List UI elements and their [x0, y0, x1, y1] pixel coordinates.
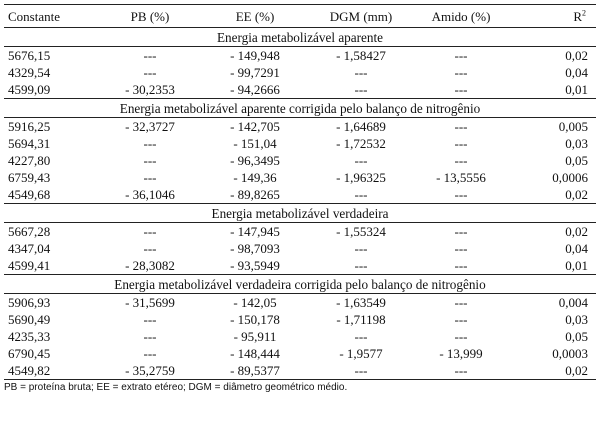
- header-dgm: DGM (mm): [310, 5, 412, 28]
- table-cell: - 95,911: [233, 329, 277, 344]
- table-cell: ---: [454, 329, 468, 344]
- table-row: [4, 135, 596, 152]
- table-cell: 0,02: [565, 48, 588, 63]
- table-cell: ---: [354, 153, 368, 168]
- table-cell: ---: [354, 65, 368, 80]
- table-cell: 6759,43: [8, 170, 51, 185]
- header-pb: PB (%): [100, 5, 200, 28]
- table-cell: 0,04: [565, 65, 588, 80]
- section-title: Energia metabolizável aparente corrigida pelo balanço de nitrogênio: [4, 99, 596, 118]
- table-cell: ---: [143, 65, 157, 80]
- table-cell: 5667,28: [8, 224, 51, 239]
- table-row: [4, 81, 596, 99]
- table-cell: ---: [454, 153, 468, 168]
- table-cell: 0,02: [565, 187, 588, 202]
- table-cell: - 1,9577: [339, 346, 383, 361]
- table-cell: 4329,54: [8, 65, 51, 80]
- table-cell: - 1,58427: [336, 48, 386, 63]
- table-cell: 0,05: [565, 153, 588, 168]
- document: [4, 4, 596, 393]
- footnote: PB = proteína bruta; EE = extrato etéreo; DGM = diâmetro geométrico médio.: [4, 382, 348, 393]
- table-row: [4, 328, 596, 345]
- table-row: [4, 169, 596, 186]
- table-row: [4, 294, 596, 312]
- table-cell: - 148,444: [230, 346, 280, 361]
- table-cell: 0,005: [558, 119, 588, 134]
- table-cell: ---: [454, 187, 468, 202]
- table-cell: - 1,55324: [336, 224, 386, 239]
- table-cell: 0,004: [558, 295, 588, 310]
- table-cell: ---: [143, 329, 157, 344]
- table-cell: 0,01: [565, 258, 588, 273]
- table-cell: 6790,45: [8, 346, 51, 361]
- table-cell: - 28,3082: [125, 258, 175, 273]
- section-header-row: [4, 28, 596, 47]
- table-cell: - 151,04: [233, 136, 277, 151]
- table-cell: ---: [354, 329, 368, 344]
- header-constante: Constante: [4, 5, 100, 28]
- table-cell: - 96,3495: [230, 153, 280, 168]
- table-cell: 5690,49: [8, 312, 51, 327]
- table-cell: ---: [454, 258, 468, 273]
- header-r2-exponent: 2: [582, 8, 586, 18]
- table-row: [4, 345, 596, 362]
- table-cell: 0,05: [565, 329, 588, 344]
- table-row: [4, 118, 596, 136]
- table-cell: - 99,7291: [230, 65, 280, 80]
- table-cell: - 1,64689: [336, 119, 386, 134]
- table-cell: 4599,41: [8, 258, 51, 273]
- table-cell: ---: [454, 119, 468, 134]
- table-cell: ---: [143, 136, 157, 151]
- table-cell: ---: [354, 241, 368, 256]
- table-cell: - 1,96325: [336, 170, 386, 185]
- header-r2: [510, 5, 596, 28]
- table-cell: ---: [454, 295, 468, 310]
- table-cell: 4235,33: [8, 329, 51, 344]
- table-cell: 0,04: [565, 241, 588, 256]
- header-amido: Amido (%): [412, 5, 510, 28]
- table-row: [4, 311, 596, 328]
- header-row: [4, 5, 596, 28]
- table-cell: - 1,63549: [336, 295, 386, 310]
- table-cell: - 150,178: [230, 312, 280, 327]
- table-cell: - 36,1046: [125, 187, 175, 202]
- section-header-row: [4, 204, 596, 223]
- table-cell: 4227,80: [8, 153, 51, 168]
- header-r2-base: R: [573, 8, 582, 24]
- table-cell: 5676,15: [8, 48, 51, 63]
- table-cell: - 32,3727: [125, 119, 175, 134]
- table-cell: 5916,25: [8, 119, 51, 134]
- table-cell: ---: [354, 187, 368, 202]
- table-body: [4, 28, 596, 380]
- table-cell: - 31,5699: [125, 295, 175, 310]
- table-cell: ---: [454, 82, 468, 97]
- table-row: [4, 64, 596, 81]
- table-cell: 5906,93: [8, 295, 51, 310]
- table-cell: - 149,948: [230, 48, 280, 63]
- table-cell: - 1,71198: [336, 312, 386, 327]
- table-cell: 0,02: [565, 224, 588, 239]
- table-cell: ---: [143, 346, 157, 361]
- table-cell: ---: [354, 258, 368, 273]
- table-cell: - 147,945: [230, 224, 280, 239]
- table-cell: ---: [454, 224, 468, 239]
- table-cell: ---: [143, 241, 157, 256]
- section-header-row: [4, 275, 596, 294]
- table-row: [4, 223, 596, 241]
- table-cell: ---: [310, 362, 412, 380]
- table-cell: 4549,68: [8, 187, 51, 202]
- table-cell: 0,0006: [552, 170, 588, 185]
- table-cell: - 30,2353: [125, 82, 175, 97]
- table-row: [4, 257, 596, 275]
- regression-table: [4, 4, 596, 380]
- table-row: [4, 152, 596, 169]
- table-cell: 0,02: [510, 362, 596, 380]
- table-row: [4, 47, 596, 65]
- section-title: Energia metabolizável aparente: [4, 28, 596, 47]
- table-row: [4, 240, 596, 257]
- table-cell: - 94,2666: [230, 82, 280, 97]
- table-cell: - 35,2759: [100, 362, 200, 380]
- table-cell: ---: [143, 153, 157, 168]
- table-cell: - 89,5377: [200, 362, 310, 380]
- table-row: [4, 362, 596, 380]
- table-cell: ---: [143, 224, 157, 239]
- table-row: [4, 186, 596, 204]
- table-cell: - 98,7093: [230, 241, 280, 256]
- table-cell: 4347,04: [8, 241, 51, 256]
- section-header-row: [4, 99, 596, 118]
- table-cell: - 13,999: [439, 346, 483, 361]
- table-cell: - 89,8265: [230, 187, 280, 202]
- table-cell: ---: [454, 65, 468, 80]
- table-cell: - 93,5949: [230, 258, 280, 273]
- table-cell: ---: [454, 136, 468, 151]
- table-cell: - 1,72532: [336, 136, 386, 151]
- table-cell: ---: [412, 362, 510, 380]
- table-cell: 0,0003: [552, 346, 588, 361]
- table-cell: - 149,36: [233, 170, 277, 185]
- table-cell: ---: [454, 312, 468, 327]
- section-title: Energia metabolizável verdadeira: [4, 204, 596, 223]
- table-cell: 5694,31: [8, 136, 51, 151]
- table-cell: ---: [143, 170, 157, 185]
- table-cell: - 142,705: [230, 119, 280, 134]
- table-cell: ---: [143, 48, 157, 63]
- table-cell: 0,01: [565, 82, 588, 97]
- table-cell: 0,03: [565, 136, 588, 151]
- section-title: Energia metabolizável verdadeira corrigida pelo balanço de nitrogênio: [4, 275, 596, 294]
- table-cell: ---: [354, 82, 368, 97]
- table-cell: ---: [454, 241, 468, 256]
- table-cell: ---: [143, 312, 157, 327]
- table-cell: - 142,05: [233, 295, 277, 310]
- table-cell: 0,03: [565, 312, 588, 327]
- header-ee: EE (%): [200, 5, 310, 28]
- table-cell: - 13,5556: [436, 170, 486, 185]
- table-cell: 4549,82: [4, 362, 100, 380]
- table-cell: 4599,09: [8, 82, 51, 97]
- table-cell: ---: [454, 48, 468, 63]
